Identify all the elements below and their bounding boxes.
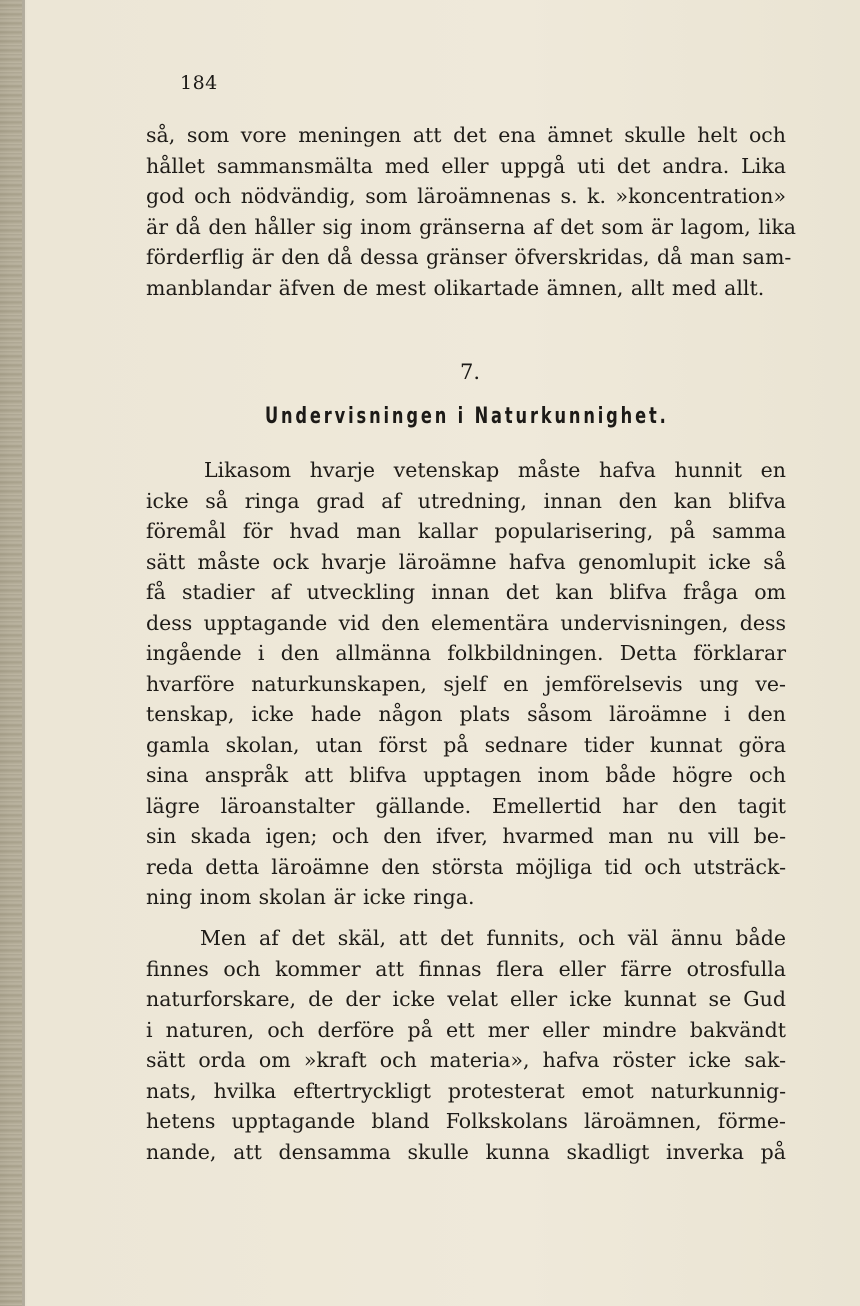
text-line: icke så ringa grad af utredning, innan den kan blifva <box>146 488 786 513</box>
text-line: sina anspråk att blifva upptagen inom både högre och <box>146 763 786 787</box>
section-title: Undervisningen i Naturkunnighet. <box>264 404 669 429</box>
text-line: nande, att densamma skulle kunna skadligt inverka på <box>146 1139 786 1164</box>
text-line: hetens upptagande bland Folkskolans läroämnen, förme- <box>146 1109 786 1133</box>
text-line: ingående i den allmänna folkbildningen. Detta förklarar <box>146 641 786 665</box>
text-line: tenskap, icke hade någon plats såsom läroämne i den <box>146 702 786 726</box>
book-binding <box>0 0 22 1306</box>
text-line: Men af det skäl, att det funnits, och väl ännu både <box>200 926 786 950</box>
text-line: sin skada igen; och den ifver, hvarmed man nu vill be- <box>146 824 786 848</box>
page-number: 184 <box>180 72 218 94</box>
text-line: naturforskare, de der icke velat eller icke kunnat se Gud <box>146 987 786 1011</box>
text-line: ning inom skolan är icke ringa. <box>146 885 475 909</box>
text-line: är då den håller sig inom gränserna af det som är lagom, lika <box>146 214 797 239</box>
text-line: finnes och kommer att finnas flera eller färre otrosfulla <box>146 956 786 981</box>
text-line: lägre läroanstalter gällande. Emellertid har den tagit <box>146 793 786 818</box>
text-line: sätt måste ock hvarje läroämne hafva genomlupit icke så <box>146 549 786 574</box>
text-line: Likasom hvarje vetenskap måste hafva hunnit en <box>204 458 786 482</box>
text-line: hvarföre naturkunskapen, sjelf en jemförelsevis ung ve- <box>146 671 786 696</box>
binding-edge <box>22 0 25 1306</box>
text-line: gamla skolan, utan först på sednare tider kunnat göra <box>146 732 786 757</box>
paragraph-2 <box>146 923 786 1167</box>
text-line: dess upptagande vid den elementära undervisningen, dess <box>146 610 786 635</box>
text-line: så, som vore meningen att det ena ämnet skulle helt och <box>146 123 786 147</box>
text-line: god och nödvändig, som läroämnenas s. k. »koncentration» <box>146 184 786 208</box>
paragraph-1 <box>146 455 786 913</box>
text-line: hållet sammansmälta med eller uppgå uti det andra. Lika <box>146 153 786 178</box>
section-number: 7. <box>459 360 481 384</box>
text-line: sätt orda om »kraft och materia», hafva röster icke sak- <box>146 1048 786 1072</box>
text-line: nats, hvilka eftertryckligt protesterat emot naturkunnig- <box>146 1078 786 1103</box>
text-line: manblandar äfven de mest olikartade ämnen, allt med allt. <box>146 275 765 300</box>
text-line: föremål för hvad man kallar popularisering, på samma <box>146 519 786 543</box>
text-line: reda detta läroämne den största möjliga tid och utsträck- <box>146 854 786 879</box>
text-line: få stadier af utveckling innan det kan blifva fråga om <box>146 580 786 604</box>
text-line: i naturen, och derföre på ett mer eller mindre bakvändt <box>146 1017 786 1042</box>
intro-paragraph <box>146 120 797 303</box>
text-line: förderflig är den då dessa gränser öfverskridas, då man sam- <box>146 245 792 269</box>
